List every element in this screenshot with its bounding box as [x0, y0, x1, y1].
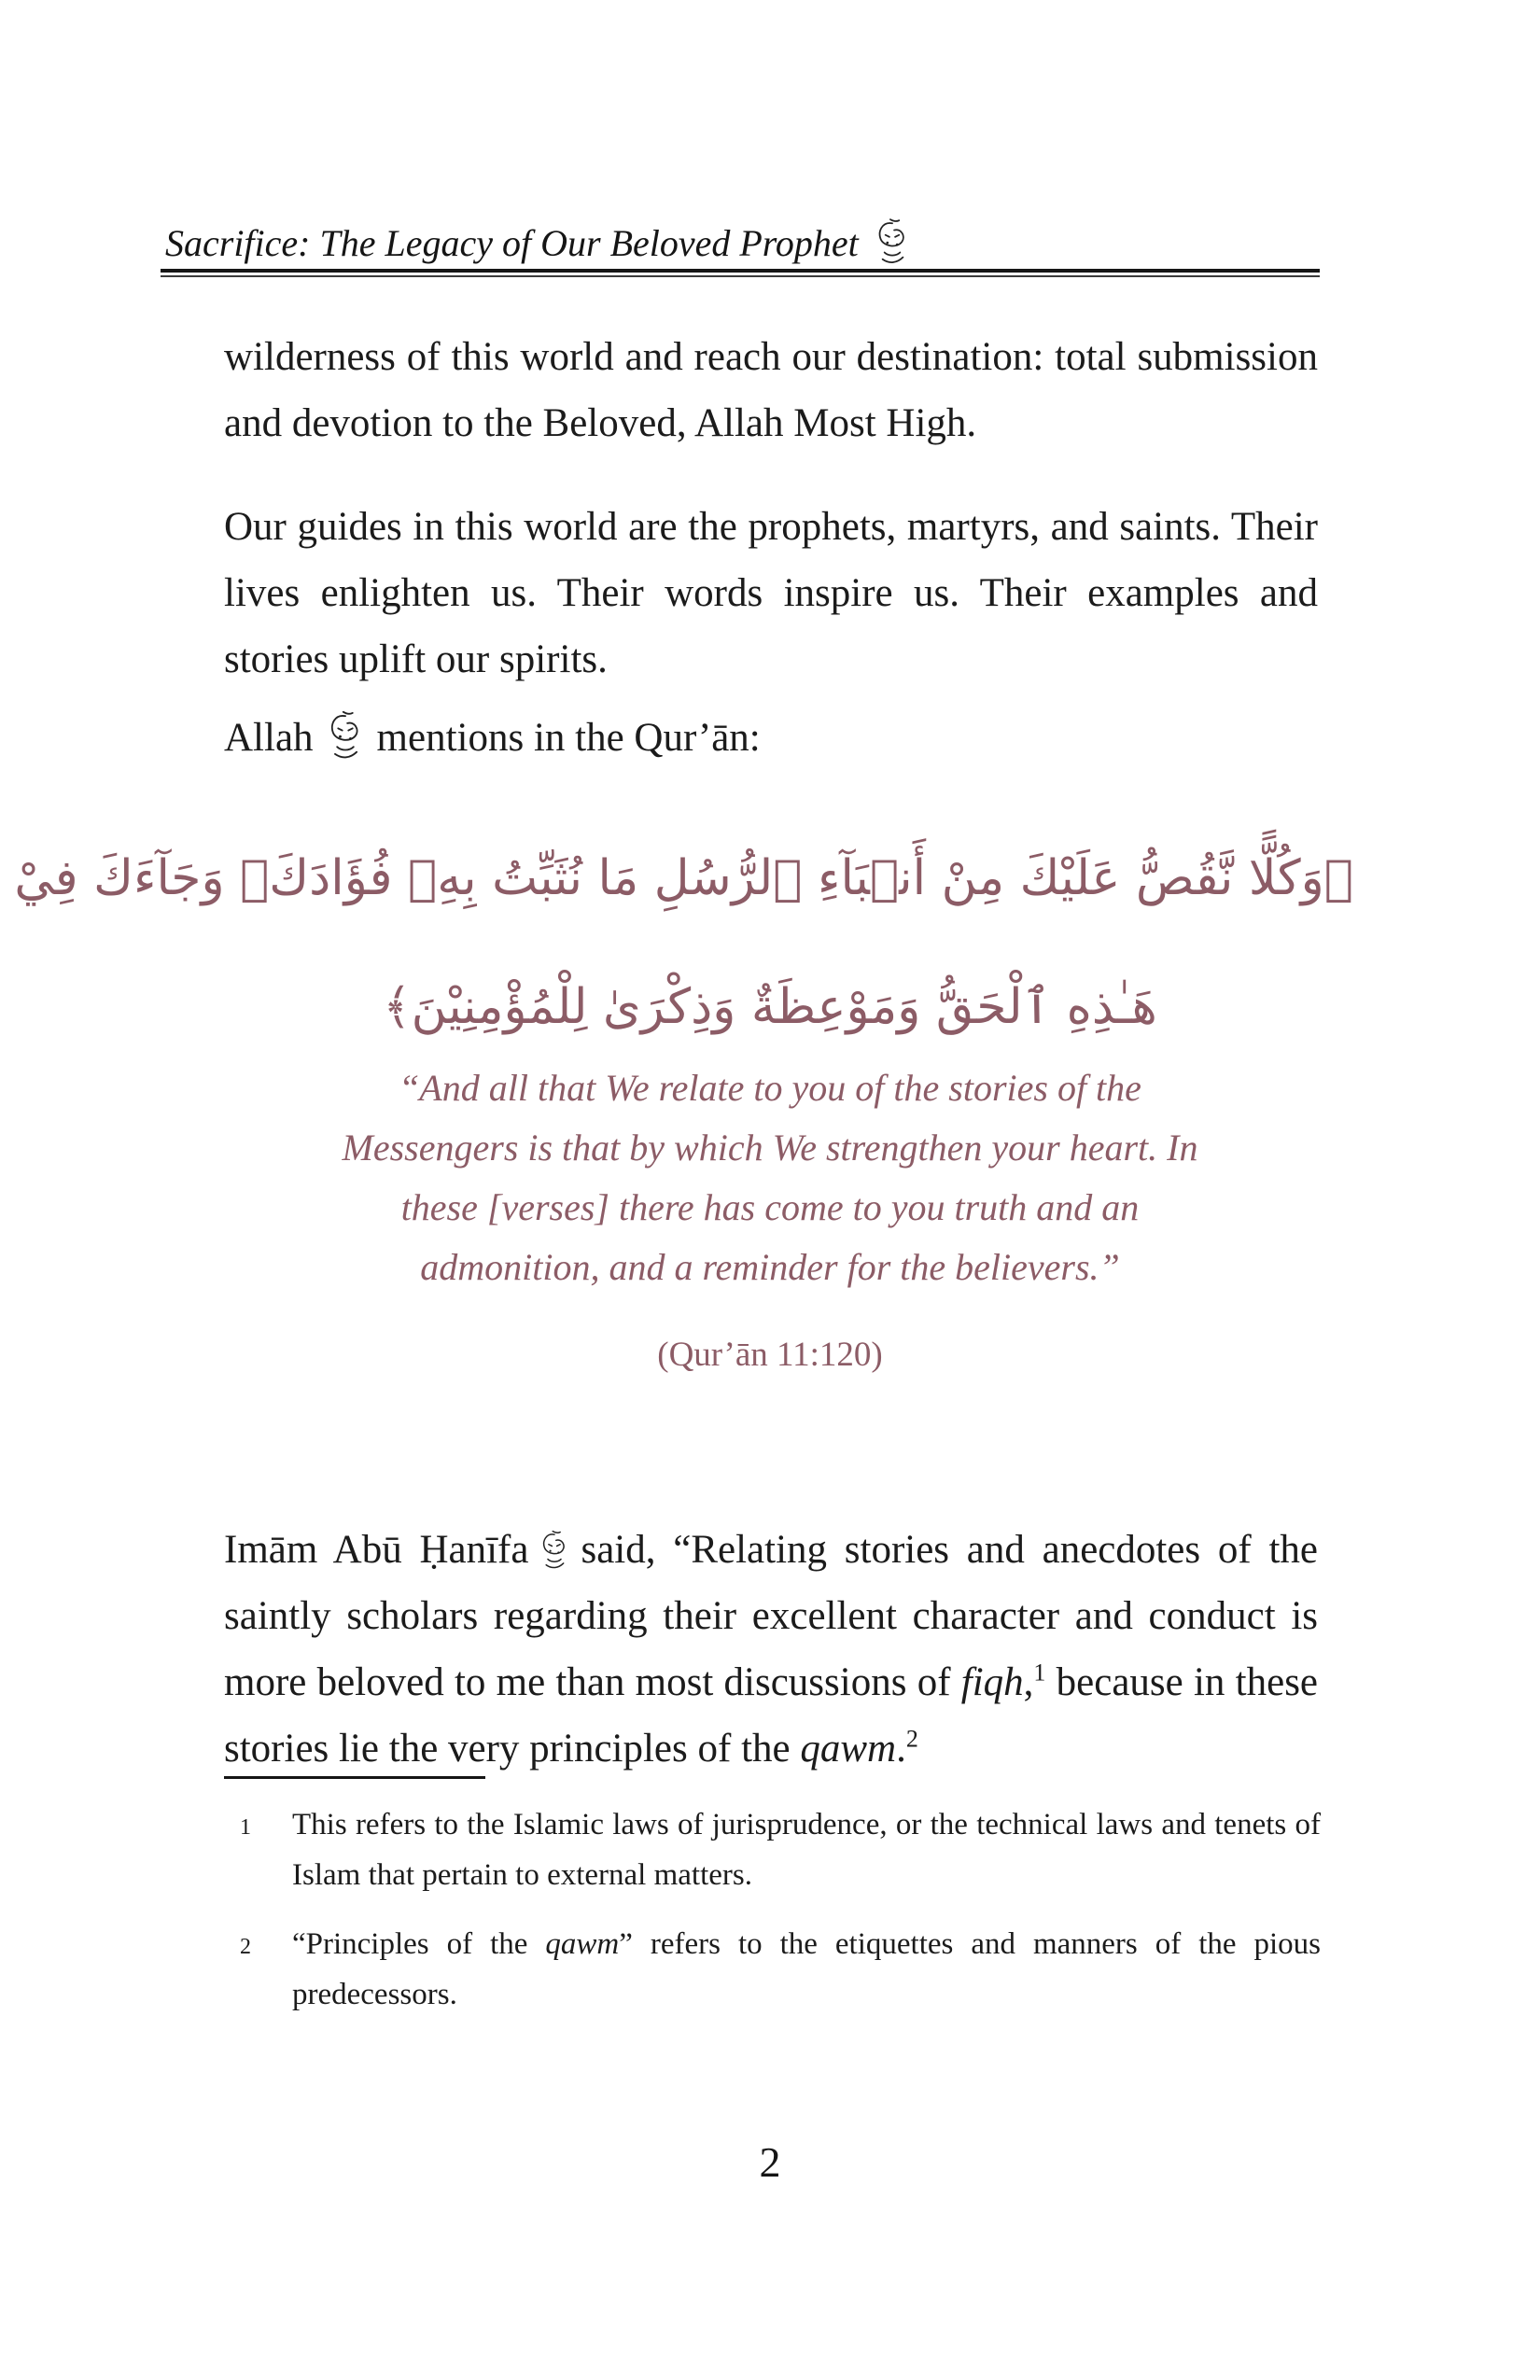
running-header [165, 217, 924, 265]
quran-arabic-line-2: هَـٰذِهِ ٱلْحَقُّ وَمَوْعِظَةٌ وَذِكْرَىٰ لِلْمُؤْمِنِيْنَ﴾ [383, 979, 1157, 1035]
footnote-ref-1: 1 [1033, 1659, 1046, 1687]
page-number: 2 [759, 2138, 781, 2186]
body-paragraph-1-text: wilderness of this world and reach our destination: total submission and devotion to the Beloved, Allah Most High. [224, 335, 1318, 445]
footnote-2-term-qawm: qawm [545, 1927, 620, 1961]
quran-citation: (Qur’ān 11:120) [657, 1336, 883, 1374]
allah-honorific-icon [325, 707, 366, 762]
hanifa-quote-part-1: said, “Relating stories and anecdotes of the saintly scholars regarding their excellent character and conduct is more beloved to me than most discussions of [224, 1528, 1318, 1704]
hanifa-comma: , [1023, 1660, 1034, 1704]
header-rule-thin [161, 275, 1320, 277]
header-rule-thick [161, 269, 1320, 273]
hanifa-name: Imām Abū Ḥanīfa [224, 1528, 529, 1572]
allah-label: Allah [224, 716, 314, 760]
footnote-2-text [292, 1919, 1321, 2020]
hanifa-paragraph [224, 1517, 1318, 1782]
term-fiqh: fiqh [960, 1660, 1024, 1704]
footnote-1-text: This refers to the Islamic laws of jurisprudence, or the technical laws and tenets of Islam that pertain to external matters. [292, 1808, 1321, 1892]
quran-translation-line-3: these [verses] there has come to you truth and an [400, 1186, 1140, 1228]
hanifa-period: . [896, 1727, 906, 1771]
footnote-2-suffix: ” refers to the etiquettes and manners of the pious predecessors. [292, 1927, 1322, 2011]
footnote-1-marker: 1 [240, 1815, 251, 1840]
term-qawm: qawm [800, 1727, 897, 1771]
mentions-label: mentions in the Qur’ān: [376, 716, 761, 760]
body-paragraph-2-text: Our guides in this world are the prophets, martyrs, and saints. Their lives enlighten us. Their words inspire us. Their examples and stories uplift our spirits. [224, 505, 1318, 681]
quran-translation-line-2: Messengers is that by which We strengthen your heart. In [342, 1127, 1198, 1169]
quran-translation-line-1: “And all that We relate to you of the stories of the [399, 1067, 1141, 1109]
quran-arabic-line-1: ﴿وَكُلًّا نَّقُصُّ عَلَيْكَ مِنْ أَنۢبَآءِ ٱلرُّسُلِ مَا نُثَبِّتُ بِهِۦ فُؤَادَكَۚ وَجَآءَكَ فِيْ [14, 850, 1353, 906]
footnote-2-prefix: “Principles of the [292, 1927, 546, 1961]
footnote-ref-2: 2 [905, 1725, 918, 1753]
prophet-honorific-icon [872, 217, 913, 265]
body-paragraph-2 [224, 494, 1318, 693]
footnote-2-marker: 2 [240, 1935, 251, 1959]
footnote-2 [240, 1919, 1321, 2020]
quran-translation [229, 1058, 1311, 1297]
footnote-divider [224, 1776, 485, 1779]
footnote-1 [240, 1799, 1321, 1900]
rahimahullah-honorific-icon [538, 1529, 571, 1570]
quran-arabic-verse [14, 814, 1353, 1071]
body-paragraph-1 [224, 324, 1318, 456]
hanifa-quote-part-2: because in these stories lie the very principles of the [224, 1660, 1319, 1771]
running-header-title: Sacrifice: The Legacy of Our Beloved Prophet [165, 222, 859, 264]
quran-translation-line-4: admonition, and a reminder for the believers.” [420, 1246, 1120, 1288]
body-paragraph-3 [224, 705, 1318, 771]
